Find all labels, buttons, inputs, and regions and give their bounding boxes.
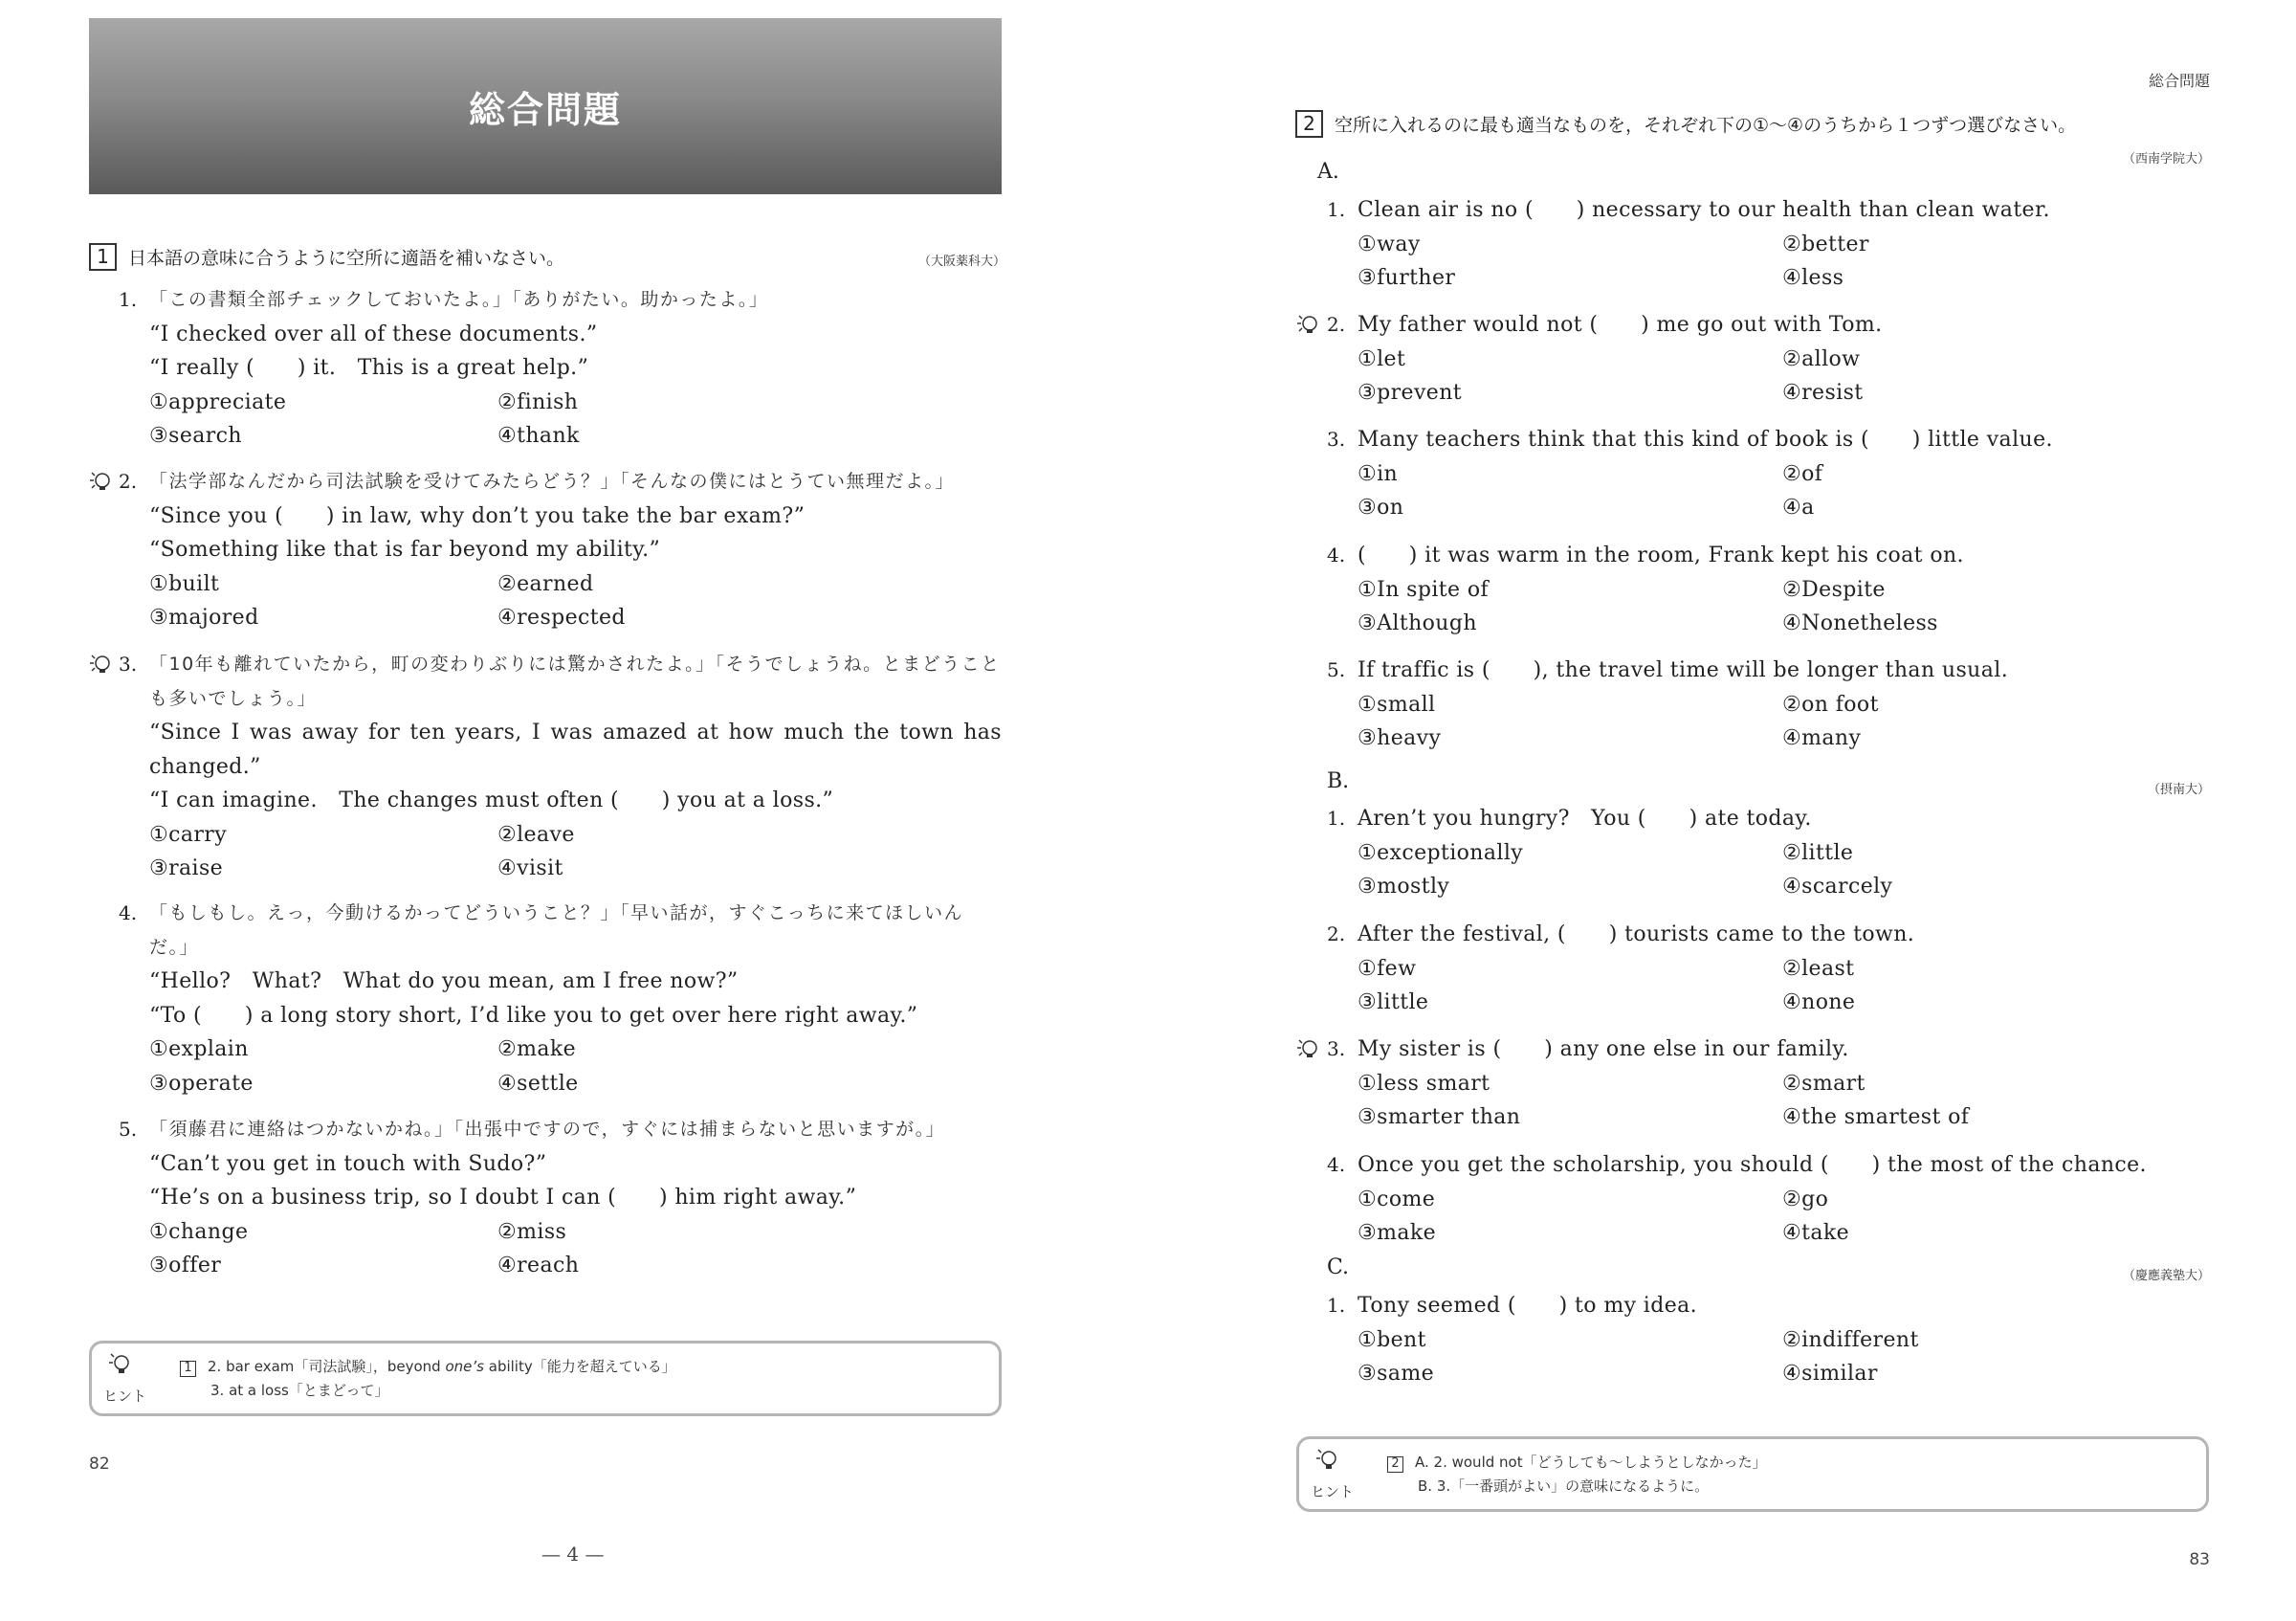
hint-text bbox=[1387, 1451, 1767, 1499]
question-item bbox=[119, 897, 1002, 1100]
hint-label: ヒント bbox=[1311, 1483, 1355, 1500]
choice[interactable]: ③further bbox=[1358, 266, 1456, 290]
question-number: 2. bbox=[119, 470, 138, 493]
choice[interactable]: ③on bbox=[1358, 496, 1404, 520]
choice[interactable]: ①In spite of bbox=[1358, 577, 1490, 602]
choice[interactable]: ③offer bbox=[149, 1254, 222, 1277]
question-japanese: 「10年も離れていたから，町の変わりぶりには驚かされたよ。」「そうでしょうね。とまどうことも多いでしょう。」 bbox=[149, 654, 1001, 709]
lightbulb-hint-icon bbox=[1295, 1037, 1320, 1058]
page-number: 82 bbox=[89, 1454, 110, 1474]
choice[interactable]: ③make bbox=[1358, 1221, 1437, 1245]
source-label: （西南学院大） bbox=[2122, 152, 2210, 167]
choice[interactable]: ②go bbox=[1782, 1187, 1829, 1211]
choice[interactable]: ①bent bbox=[1358, 1327, 1426, 1352]
choice[interactable]: ①explain bbox=[149, 1037, 249, 1061]
page-title: 総合問題 bbox=[468, 88, 622, 131]
hint-line: B. 3.「一番頭がよい」の意味になるように。 bbox=[1418, 1477, 1710, 1495]
choice[interactable]: ③mostly bbox=[1358, 875, 1450, 899]
choice[interactable]: ④Nonetheless bbox=[1782, 611, 1938, 635]
question-line: “Can’t you get in touch with Sudo?” bbox=[149, 1151, 547, 1176]
hint-section-number: 1 bbox=[180, 1361, 196, 1377]
section-number: 1 bbox=[89, 243, 117, 271]
question-text: My father would not ( ) me go out with Tom. bbox=[1358, 313, 1883, 337]
choice[interactable]: ①let bbox=[1358, 346, 1406, 371]
choice[interactable]: ②finish bbox=[497, 389, 579, 414]
choice[interactable]: ④less bbox=[1782, 266, 1844, 290]
choice[interactable]: ④similar bbox=[1782, 1362, 1878, 1386]
choice[interactable]: ①built bbox=[149, 571, 220, 596]
question-line: “Something like that is far beyond my ability.” bbox=[149, 538, 661, 562]
right-page bbox=[1148, 0, 2296, 1621]
question-japanese: 「法学部なんだから司法試験を受けてみたらどう？」「そんなの僕にはとうてい無理だよ。」 bbox=[149, 471, 956, 492]
question-line: “I really ( ) it. This is a great help.” bbox=[149, 356, 589, 380]
choice-grid bbox=[1327, 1323, 2207, 1391]
question-item bbox=[1327, 654, 2210, 756]
choice[interactable]: ②little bbox=[1782, 840, 1854, 865]
question-line: “He’s on a business trip, so I doubt I can ( ) him right away.” bbox=[149, 1186, 857, 1210]
choice[interactable]: ③search bbox=[149, 424, 242, 448]
hint-box bbox=[1296, 1436, 2209, 1512]
choice[interactable]: ②make bbox=[497, 1037, 577, 1061]
question-item bbox=[119, 465, 1002, 635]
question-line: “Hello? What? What do you mean, am I free now?” bbox=[149, 969, 739, 993]
choice[interactable]: ④scarcely bbox=[1782, 875, 1893, 899]
question-text: My sister is ( ) any one else in our family. bbox=[1358, 1037, 1849, 1061]
question-text: If traffic is ( ), the travel time will be longer than usual. bbox=[1358, 658, 2009, 682]
choice-grid bbox=[1327, 1183, 2207, 1251]
question-item bbox=[1327, 423, 2210, 525]
lightbulb-hint-icon bbox=[1295, 313, 1320, 334]
question-number: 5. bbox=[1327, 658, 1346, 681]
choice[interactable]: ②earned bbox=[497, 571, 594, 596]
choice[interactable]: ②leave bbox=[497, 822, 575, 847]
hint-text bbox=[180, 1355, 676, 1403]
question-number: 1. bbox=[1327, 807, 1346, 830]
choice[interactable]: ①carry bbox=[149, 822, 228, 847]
choice[interactable]: ③operate bbox=[149, 1071, 254, 1096]
question-item bbox=[1327, 193, 2210, 296]
choice-grid bbox=[119, 1215, 846, 1283]
hint-line: 3. at a loss「とまどって」 bbox=[210, 1382, 389, 1399]
choice[interactable]: ③raise bbox=[149, 856, 224, 880]
choice[interactable]: ③heavy bbox=[1358, 726, 1442, 750]
question-item bbox=[119, 1113, 1002, 1283]
choice[interactable]: ①come bbox=[1358, 1187, 1436, 1211]
question-item bbox=[1327, 802, 2210, 904]
question-number: 4. bbox=[119, 901, 138, 924]
choice[interactable]: ④a bbox=[1782, 496, 1815, 520]
question-item bbox=[1327, 1289, 2210, 1391]
choice[interactable]: ④reach bbox=[497, 1254, 580, 1277]
section-instruction: 空所に入れるのに最も適当なものを，それぞれ下の①～④のうちから１つずつ選びなさい。 bbox=[1335, 115, 2077, 136]
question-line: “Since you ( ) in law, why don’t you take the bar exam?” bbox=[149, 503, 806, 528]
choice-grid bbox=[1327, 573, 2207, 641]
source-label: （摂南大） bbox=[2147, 783, 2210, 797]
lightbulb-hint-icon bbox=[88, 653, 113, 674]
choice[interactable]: ④many bbox=[1782, 726, 1862, 750]
choice-grid bbox=[1327, 688, 2207, 756]
choice[interactable]: ③Although bbox=[1358, 611, 1477, 635]
question-item bbox=[119, 283, 1002, 454]
question-japanese: 「この書類全部チェックしておいたよ。」「ありがたい。助かったよ。」 bbox=[149, 289, 769, 310]
choice[interactable]: ①in bbox=[1358, 461, 1399, 486]
question-number: 2. bbox=[1327, 313, 1346, 336]
title-banner bbox=[89, 18, 1002, 194]
question-item bbox=[1327, 1033, 2210, 1135]
question-number: 4. bbox=[1327, 1153, 1346, 1176]
page-number: 83 bbox=[2189, 1550, 2210, 1569]
choice[interactable]: ③little bbox=[1358, 990, 1429, 1014]
question-item bbox=[1327, 308, 2210, 411]
question-number: 3. bbox=[1327, 1037, 1346, 1060]
choice-grid bbox=[1327, 228, 2207, 296]
choice[interactable]: ②better bbox=[1782, 232, 1869, 256]
choice[interactable]: ④respected bbox=[497, 606, 626, 630]
choice[interactable]: ②smart bbox=[1782, 1071, 1866, 1096]
question-line: “Since I was away for ten years, I was amazed at how much the town has changed.” bbox=[149, 721, 1002, 779]
running-head: 総合問題 bbox=[2148, 72, 2210, 90]
question-number: 1. bbox=[1327, 198, 1346, 221]
hint-line-italic: one’s bbox=[445, 1358, 484, 1375]
question-line: “I can imagine. The changes must often ( ) you at a loss.” bbox=[149, 788, 834, 812]
question-number: 5. bbox=[119, 1118, 138, 1141]
center-page-mark: — 4 — bbox=[541, 1543, 605, 1565]
choice[interactable]: ③majored bbox=[149, 606, 259, 630]
choice-grid bbox=[1327, 457, 2207, 525]
question-japanese: 「もしもし。えっ，今動けるかってどういうこと？」「早い話が，すぐこっちに来てほしいんだ。」 bbox=[149, 902, 964, 958]
choice[interactable]: ①change bbox=[149, 1219, 249, 1244]
choice[interactable]: ④settle bbox=[497, 1071, 579, 1096]
part-label: A. bbox=[1317, 160, 1339, 184]
question-text: ( ) it was warm in the room, Frank kept his coat on. bbox=[1358, 544, 1964, 567]
choice[interactable]: ②of bbox=[1782, 461, 1823, 486]
question-number: 2. bbox=[1327, 922, 1346, 945]
choice[interactable]: ②least bbox=[1782, 956, 1855, 981]
choice[interactable]: ③same bbox=[1358, 1362, 1435, 1386]
choice[interactable]: ①way bbox=[1358, 232, 1421, 256]
question-number: 3. bbox=[119, 653, 138, 676]
choice-grid bbox=[1327, 1067, 2207, 1135]
choice[interactable]: ④thank bbox=[497, 424, 580, 448]
question-item bbox=[1327, 539, 2210, 641]
question-number: 4. bbox=[1327, 544, 1346, 566]
section-1-header bbox=[89, 243, 564, 271]
choice[interactable]: ①less smart bbox=[1358, 1071, 1490, 1096]
question-japanese: 「須藤君に連絡はつかないかね。」「出張中ですので，すぐには捕まらないと思いますが。」 bbox=[149, 1119, 946, 1140]
choice-grid bbox=[119, 567, 846, 635]
section-number: 2 bbox=[1295, 110, 1323, 138]
choice[interactable]: ②on foot bbox=[1782, 692, 1879, 717]
choice-grid bbox=[1327, 952, 2207, 1020]
hint-line: ability「能力を超えている」 bbox=[483, 1358, 676, 1375]
choice[interactable]: ①few bbox=[1358, 956, 1417, 981]
question-text: After the festival, ( ) tourists came to the town. bbox=[1358, 922, 1915, 946]
choice-grid bbox=[119, 818, 846, 886]
choice[interactable]: ④none bbox=[1782, 990, 1856, 1014]
section-instruction: 日本語の意味に合うように空所に適語を補いなさい。 bbox=[128, 248, 565, 269]
lightbulb-hint-icon bbox=[88, 470, 113, 491]
hint-line: A. 2. would not「どうしても～しようとしなかった」 bbox=[1415, 1454, 1767, 1471]
choice[interactable]: ②indifferent bbox=[1782, 1327, 1919, 1352]
section-2-header bbox=[1295, 110, 2076, 138]
question-item bbox=[1327, 1148, 2210, 1251]
choice[interactable]: ③smarter than bbox=[1358, 1105, 1521, 1129]
choice[interactable]: ④take bbox=[1782, 1221, 1850, 1245]
choice[interactable]: ④visit bbox=[497, 856, 563, 880]
choice[interactable]: ③prevent bbox=[1358, 381, 1462, 405]
hint-box bbox=[89, 1341, 1002, 1416]
question-item bbox=[119, 648, 1002, 886]
question-line: “I checked over all of these documents.” bbox=[149, 322, 598, 346]
lightbulb-hint-icon bbox=[107, 1351, 132, 1378]
question-number: 1. bbox=[119, 288, 138, 311]
choice[interactable]: ④resist bbox=[1782, 381, 1864, 405]
choice[interactable]: ②miss bbox=[497, 1219, 567, 1244]
question-line: “To ( ) a long story short, I’d like you to get over here right away.” bbox=[149, 1003, 918, 1028]
choice[interactable]: ①appreciate bbox=[149, 389, 287, 414]
choice-grid bbox=[119, 1033, 846, 1100]
question-text: Many teachers think that this kind of book is ( ) little value. bbox=[1358, 428, 2053, 452]
choice[interactable]: ④the smartest of bbox=[1782, 1105, 1970, 1129]
choice-grid bbox=[1327, 343, 2207, 411]
question-text: Clean air is no ( ) necessary to our health than clean water. bbox=[1358, 198, 2050, 222]
question-text: Once you get the scholarship, you should ( ) the most of the chance. bbox=[1358, 1153, 2147, 1177]
question-text: Tony seemed ( ) to my idea. bbox=[1358, 1294, 1698, 1318]
choice[interactable]: ①small bbox=[1358, 692, 1436, 717]
hint-label: ヒント bbox=[103, 1388, 147, 1405]
choice[interactable]: ②Despite bbox=[1782, 577, 1886, 602]
part-label: C. bbox=[1327, 1255, 1350, 1279]
question-text: Aren’t you hungry? You ( ) ate today. bbox=[1358, 807, 1812, 831]
choice[interactable]: ②allow bbox=[1782, 346, 1861, 371]
lightbulb-hint-icon bbox=[1314, 1447, 1339, 1474]
choice-grid bbox=[119, 386, 846, 454]
question-item bbox=[1327, 918, 2210, 1020]
hint-line: 2. bar exam「司法試験」，beyond bbox=[208, 1358, 446, 1375]
question-number: 1. bbox=[1327, 1294, 1346, 1317]
choice[interactable]: ①exceptionally bbox=[1358, 840, 1524, 865]
choice-grid bbox=[1327, 836, 2207, 904]
question-number: 3. bbox=[1327, 428, 1346, 451]
hint-section-number: 2 bbox=[1387, 1456, 1403, 1473]
part-label: B. bbox=[1327, 769, 1350, 793]
source-label: （大阪薬科大） bbox=[918, 255, 1006, 269]
source-label: （慶應義塾大） bbox=[2122, 1269, 2210, 1283]
